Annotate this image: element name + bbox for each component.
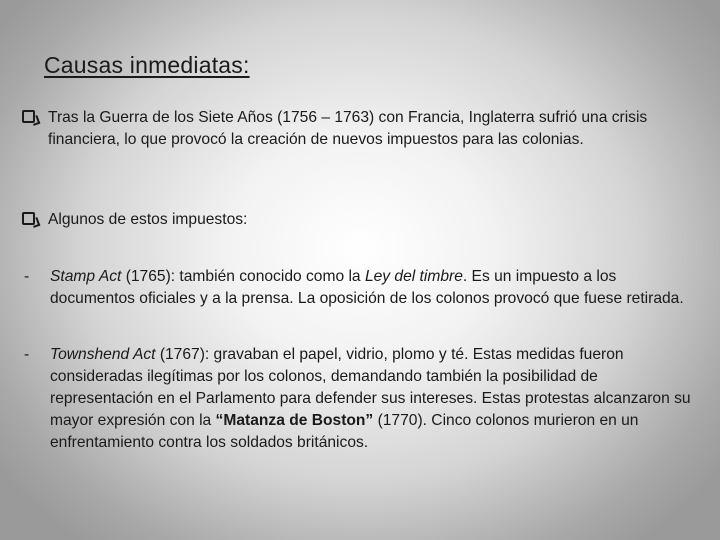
tax-text-part: (1767): gravaban el papel, vidrio, plomo y té. Estas medidas fueron consideradas ilegítimas por los colonos, demandando también la posibilidad de representación en el Parlamento para defender sus intereses. Estas protestas alcanzaron su mayor expresión con la (50, 346, 691, 429)
tax-text-part: (1770). Cinco colonos murieron en un enfrentamiento contra los soldados británicos. (50, 412, 639, 451)
tax-text-part: (1765): también conocido como la (121, 268, 365, 285)
bullet-item-1 (22, 107, 702, 151)
tax-item-text (50, 344, 702, 454)
bullet-text: Algunos de estos impuestos: (48, 211, 248, 228)
dash-marker: - (24, 268, 30, 285)
tax-item-stamp-act (22, 266, 702, 310)
tax-name: Townshend Act (50, 346, 156, 363)
tax-text-part: . Es un impuesto a los documentos oficiales y a la prensa. La oposición de los colonos provocó que fuese retirada. (50, 268, 684, 307)
checkbox-bullet-icon (22, 110, 35, 123)
tax-item-townshend-act (22, 344, 702, 454)
tax-item-text (50, 266, 702, 310)
event-name: “Matanza de Boston” (215, 412, 374, 429)
slide-title: Causas inmediatas: (44, 52, 250, 78)
law-name: Ley del timbre (364, 268, 463, 285)
bullet-item-2 (22, 209, 702, 232)
tax-name: Stamp Act (50, 268, 122, 285)
checkbox-bullet-icon (22, 212, 35, 225)
dash-marker: - (24, 346, 30, 363)
bullet-text: Tras la Guerra de los Siete Años (1756 – 1763) con Francia, Inglaterra sufrió una crisis financiera, lo que provocó la creación de nuevos impuestos para las colonias. (48, 109, 648, 148)
